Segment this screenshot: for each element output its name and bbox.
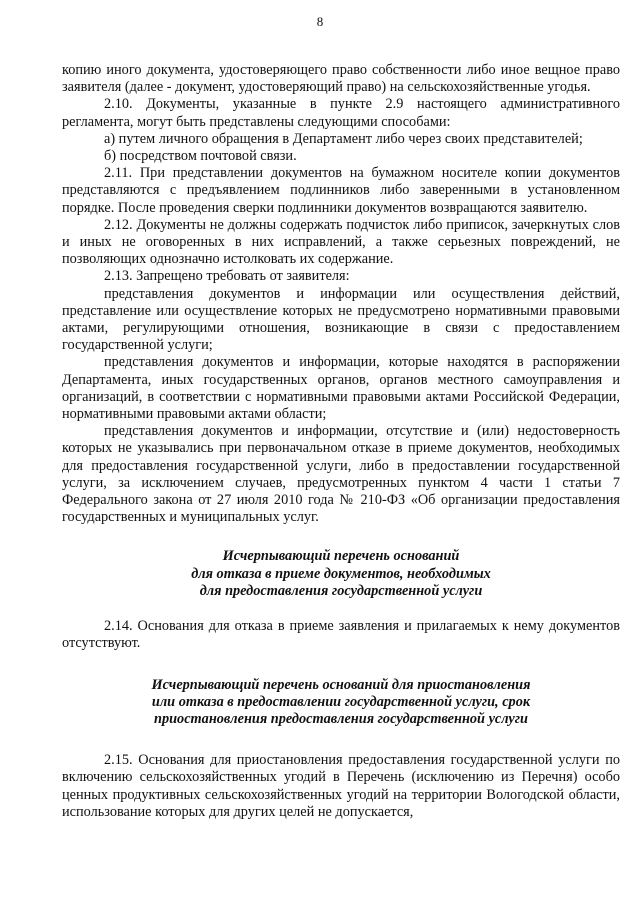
paragraph-2-13-item-3: представления документов и информации, отсутствие и (или) недостоверность которых не указывались при первоначальном отказе в приеме документов, необходимых для предоставления государственной услуги, либо в предоставлении государственной услуги, за исключением случаев, предусмотренных пунктом 4 части 1 статьи 7 Федерального закона от 27 июля 2010 года № 210-ФЗ «Об организации предоставления государственных и муниципальных услуг. [62,423,620,526]
heading-line: для отказа в приеме документов, необходимых [191,565,491,582]
document-body [62,62,620,821]
page-number: 8 [316,14,324,29]
heading-line: или отказа в предоставлении государственной услуги, срок [151,693,531,710]
paragraph-continuation: копию иного документа, удостоверяющего право собственности либо иное вещное право заявителя (далее - документ, удостоверяющий право) на сельскохозяйственные угодья. [62,62,620,96]
paragraph-2-13-item-1: представления документов и информации или осуществления действий, представление или осуществление которых не предусмотрено нормативными правовыми актами, регулирующими отношения, возникающие в связи с предоставлением государственной услуги; [62,285,620,354]
heading-line: Исчерпывающий перечень оснований [222,548,460,565]
heading-line: для предоставления государственной услуги [199,582,483,599]
paragraph-2-10: 2.10. Документы, указанные в пункте 2.9 настоящего административного регламента, могут быть представлены следующими способами: [62,96,620,130]
section-heading-suspension [62,677,620,729]
list-item-a: а) путем личного обращения в Департамент либо через своих представителей; [104,130,583,147]
paragraph-2-12: 2.12. Документы не должны содержать подчисток либо приписок, зачеркнутых слов и иных не оговоренных в них исправлений, а также серьезных повреждений, не позволяющих однозначно истолковать их содержание. [62,216,620,268]
section-heading-refusal [62,548,620,600]
heading-line: приостановления предоставления государственной услуги [154,710,528,727]
paragraph-2-13-item-2: представления документов и информации, которые находятся в распоряжении Департамента, иных государственных органов, органов местного самоуправления и организаций, в соответствии с нормативными правовыми актами Российской Федерации, нормативными правовыми актами области; [62,354,620,423]
paragraph-2-15: 2.15. Основания для приостановления предоставления государственной услуги по включению сельскохозяйственных угодий в Перечень (исключению из Перечня) особо ценных продуктивных сельскохозяйственных угодий на территории Вологодской области, использование которых для других целей не допускается, [62,752,620,820]
paragraph-2-14: 2.14. Основания для отказа в приеме заявления и прилагаемых к нему документов отсутствуют. [62,618,620,652]
list-item-b: б) посредством почтовой связи. [104,148,297,165]
paragraph-2-11: 2.11. При представлении документов на бумажном носителе копии документов представляются с предъявлением подлинников либо заверенными в установленном порядке. После проведения сверки подлинники документов возвращаются заявителю. [62,165,620,216]
heading-line: Исчерпывающий перечень оснований для приостановления [151,676,531,693]
paragraph-2-13: 2.13. Запрещено требовать от заявителя: [104,268,350,285]
